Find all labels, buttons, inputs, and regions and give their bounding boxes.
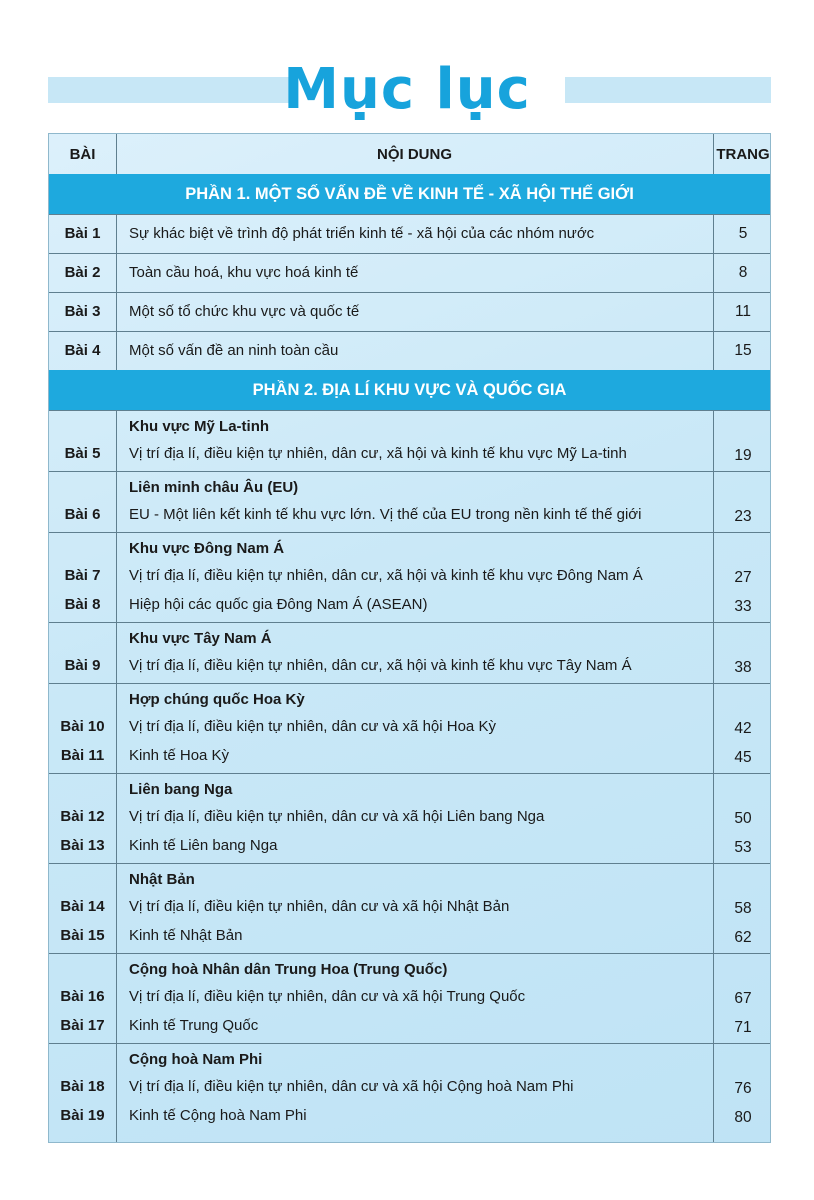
column-divider-bai — [116, 134, 117, 1142]
row-divider — [49, 1043, 770, 1044]
lesson-number: Bài 16 — [60, 988, 105, 1005]
lesson-number: Bài 12 — [60, 808, 105, 825]
lesson-title: Kinh tế Hoa Kỳ — [129, 747, 230, 764]
row-divider — [49, 863, 770, 864]
lesson-title: Một số vấn đề an ninh toàn cầu — [129, 342, 339, 359]
part-1-banner: PHẦN 1. MỘT SỐ VẤN ĐỀ VỀ KINH TẾ - XÃ HỘI THẾ GIỚI — [49, 174, 770, 214]
lesson-page: 42 — [734, 720, 752, 737]
lesson-title: Kinh tế Cộng hoà Nam Phi — [129, 1107, 307, 1124]
region-heading: Khu vực Mỹ La-tinh — [129, 418, 270, 435]
header-bai: BÀI — [69, 146, 96, 163]
lesson-number: Bài 1 — [64, 225, 101, 242]
row-divider — [49, 532, 770, 533]
row-divider — [49, 253, 770, 254]
toc-header-row — [49, 134, 770, 174]
lesson-title: Kinh tế Liên bang Nga — [129, 837, 278, 854]
lesson-page: 23 — [734, 508, 752, 525]
lesson-page: 38 — [734, 659, 752, 676]
lesson-title: Vị trí địa lí, điều kiện tự nhiên, dân cư và xã hội Nhật Bản — [129, 898, 510, 915]
row-divider — [49, 773, 770, 774]
lesson-page: 71 — [734, 1019, 752, 1036]
region-heading: Cộng hoà Nam Phi — [129, 1051, 263, 1068]
row-divider — [49, 953, 770, 954]
title-area — [0, 52, 814, 132]
lesson-title: Vị trí địa lí, điều kiện tự nhiên, dân cư và xã hội Liên bang Nga — [129, 808, 545, 825]
row-divider — [49, 410, 770, 411]
lesson-page: 76 — [734, 1080, 752, 1097]
region-heading: Khu vực Đông Nam Á — [129, 540, 285, 557]
lesson-page: 45 — [734, 749, 752, 766]
lesson-page: 53 — [734, 839, 752, 856]
row-divider — [49, 292, 770, 293]
lesson-number: Bài 3 — [64, 303, 101, 320]
lesson-number: Bài 17 — [60, 1017, 105, 1034]
lesson-number: Bài 10 — [60, 718, 105, 735]
lesson-page: 80 — [734, 1109, 752, 1126]
header-noi-dung: NỘI DUNG — [377, 146, 452, 163]
lesson-number: Bài 18 — [60, 1078, 105, 1095]
lesson-title: Vị trí địa lí, điều kiện tự nhiên, dân cư, xã hội và kinh tế khu vực Mỹ La-tinh — [129, 445, 627, 462]
row-divider — [49, 683, 770, 684]
region-heading: Liên bang Nga — [129, 781, 233, 798]
lesson-number: Bài 13 — [60, 837, 105, 854]
page-title: Mục lục — [283, 57, 531, 122]
lesson-number: Bài 7 — [64, 567, 101, 584]
region-heading: Cộng hoà Nhân dân Trung Hoa (Trung Quốc) — [129, 961, 448, 978]
lesson-number: Bài 6 — [64, 506, 101, 523]
lesson-page: 11 — [734, 303, 752, 320]
lesson-number: Bài 2 — [64, 264, 101, 281]
row-divider — [49, 331, 770, 332]
lesson-title: Sự khác biệt về trình độ phát triển kinh tế - xã hội của các nhóm nước — [129, 225, 595, 242]
row-divider — [49, 622, 770, 623]
lesson-number: Bài 8 — [64, 596, 101, 613]
lesson-title: Kinh tế Nhật Bản — [129, 927, 243, 944]
lesson-number: Bài 9 — [64, 657, 101, 674]
lesson-title: Kinh tế Trung Quốc — [129, 1017, 259, 1034]
lesson-number: Bài 5 — [64, 445, 101, 462]
lesson-number: Bài 4 — [64, 342, 101, 359]
part-2-banner: PHẦN 2. ĐỊA LÍ KHU VỰC VÀ QUỐC GIA — [49, 370, 770, 410]
lesson-title: Toàn cầu hoá, khu vực hoá kinh tế — [129, 264, 359, 281]
lesson-title: EU - Một liên kết kinh tế khu vực lớn. Vị thế của EU trong nền kinh tế thế giới — [129, 506, 642, 523]
region-heading: Liên minh châu Âu (EU) — [129, 479, 299, 496]
toc-table — [48, 133, 771, 1143]
lesson-page: 58 — [734, 900, 752, 917]
region-heading: Hợp chúng quốc Hoa Kỳ — [129, 691, 305, 708]
lesson-page: 8 — [738, 264, 748, 281]
lesson-number: Bài 19 — [60, 1107, 105, 1124]
lesson-page: 27 — [734, 569, 752, 586]
lesson-page: 5 — [738, 225, 748, 242]
lesson-title: Vị trí địa lí, điều kiện tự nhiên, dân cư và xã hội Trung Quốc — [129, 988, 526, 1005]
lesson-page: 67 — [734, 990, 752, 1007]
row-divider — [49, 471, 770, 472]
region-heading: Nhật Bản — [129, 871, 195, 888]
lesson-number: Bài 14 — [60, 898, 105, 915]
lesson-page: 15 — [734, 342, 752, 359]
lesson-page: 50 — [734, 810, 752, 827]
lesson-title: Một số tổ chức khu vực và quốc tế — [129, 303, 360, 320]
header-trang: TRANG — [716, 146, 770, 163]
region-heading: Khu vực Tây Nam Á — [129, 630, 272, 647]
row-divider — [49, 214, 770, 215]
lesson-page: 33 — [734, 598, 752, 615]
lesson-title: Vị trí địa lí, điều kiện tự nhiên, dân cư và xã hội Cộng hoà Nam Phi — [129, 1078, 574, 1095]
lesson-title: Hiệp hội các quốc gia Đông Nam Á (ASEAN) — [129, 596, 428, 613]
lesson-number: Bài 11 — [60, 747, 105, 764]
lesson-page: 62 — [734, 929, 752, 946]
lesson-title: Vị trí địa lí, điều kiện tự nhiên, dân cư, xã hội và kinh tế khu vực Đông Nam Á — [129, 567, 643, 584]
lesson-page: 19 — [734, 447, 752, 464]
lesson-title: Vị trí địa lí, điều kiện tự nhiên, dân cư, xã hội và kinh tế khu vực Tây Nam Á — [129, 657, 632, 674]
lesson-title: Vị trí địa lí, điều kiện tự nhiên, dân cư và xã hội Hoa Kỳ — [129, 718, 496, 735]
lesson-number: Bài 15 — [60, 927, 105, 944]
